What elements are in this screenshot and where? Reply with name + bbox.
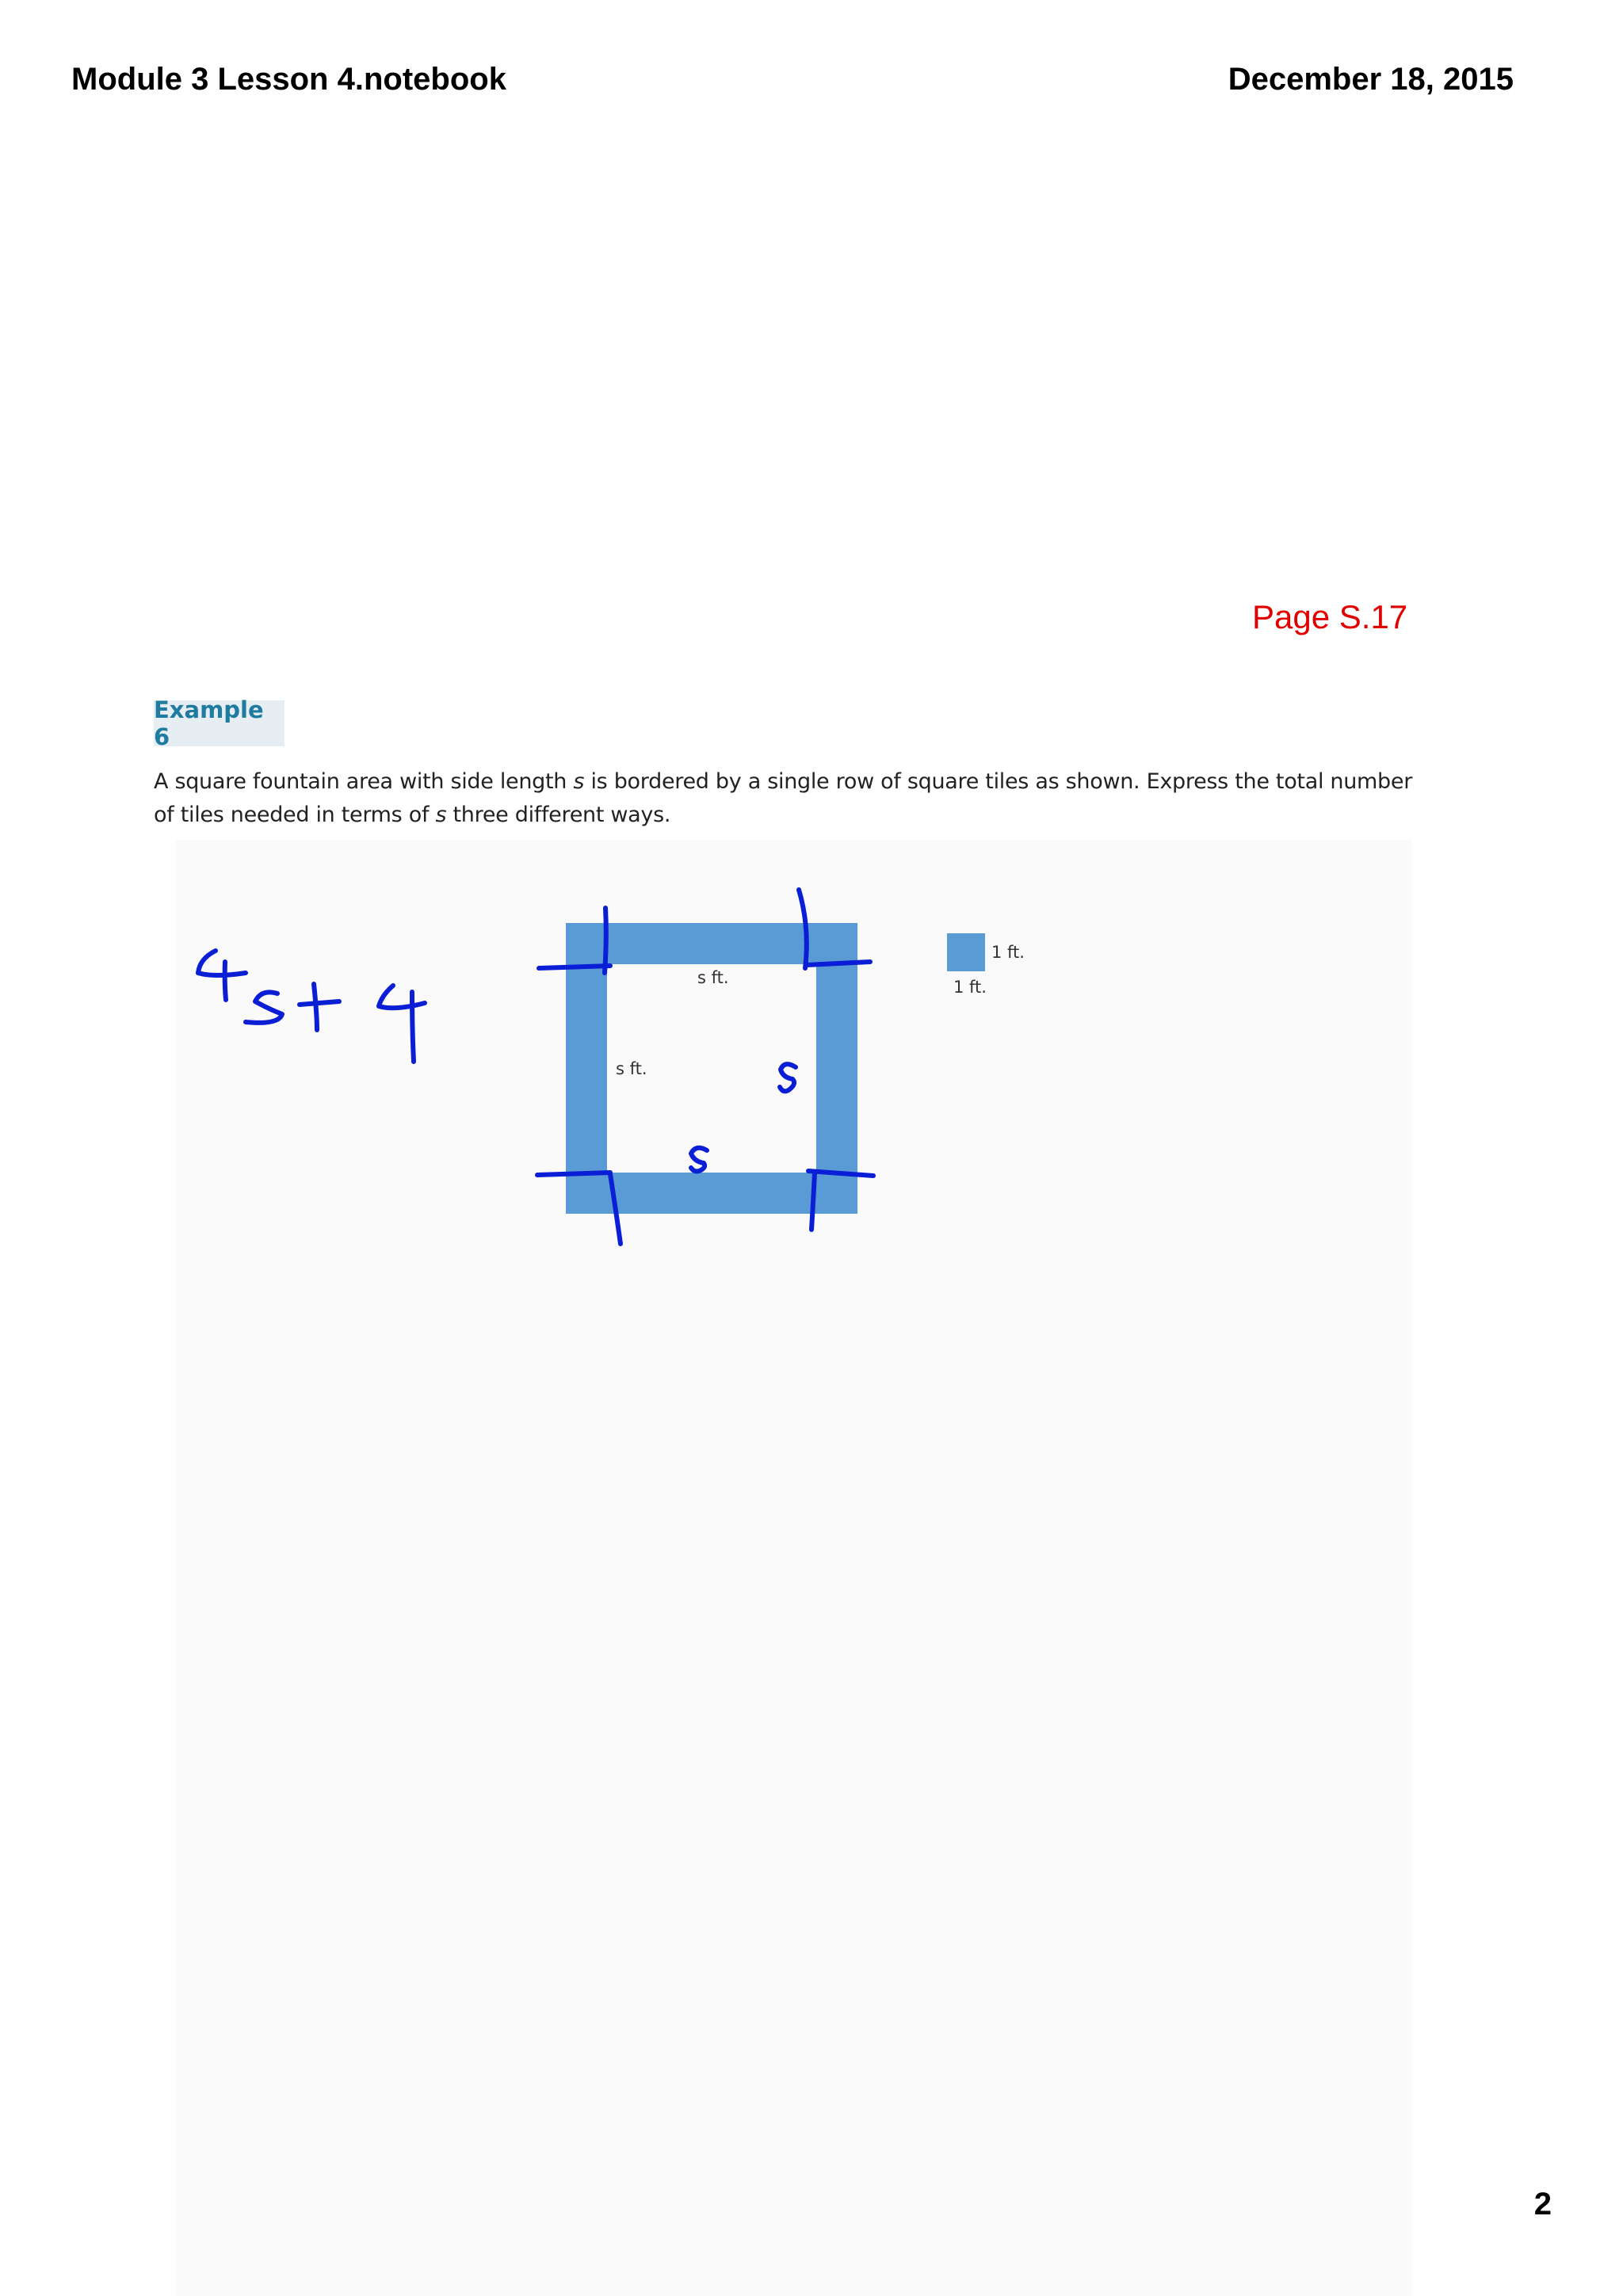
problem-variable-s: s [435,803,447,827]
tile-border-top [566,923,857,964]
ink-s-right [780,1064,796,1091]
problem-text-2: is bordered by a single row of square tiles as shown. Express the total number of tiles needed in terms of [154,769,1413,827]
ink-s-bottom [691,1148,707,1172]
tile-label-side: 1 ft. [991,943,1025,962]
problem-variable-s: s [573,769,585,794]
page-number: 2 [1533,2187,1552,2222]
problem-text-1: A square fountain area with side length [154,769,574,794]
notebook-title: Module 3 Lesson 4.notebook [71,62,506,97]
problem-text-3: three different ways. [446,803,671,827]
inner-side-label-left: s ft. [616,1059,647,1078]
inner-side-label-top: s ft. [697,968,729,987]
page-reference: Page S.17 [1252,598,1408,635]
header-date: December 18, 2015 [1228,62,1514,97]
tile-label-bottom: 1 ft. [953,978,987,997]
ink-answer-4s+4 [198,951,425,1062]
example-badge: Example 6 [154,700,285,746]
unit-tile [947,933,985,971]
